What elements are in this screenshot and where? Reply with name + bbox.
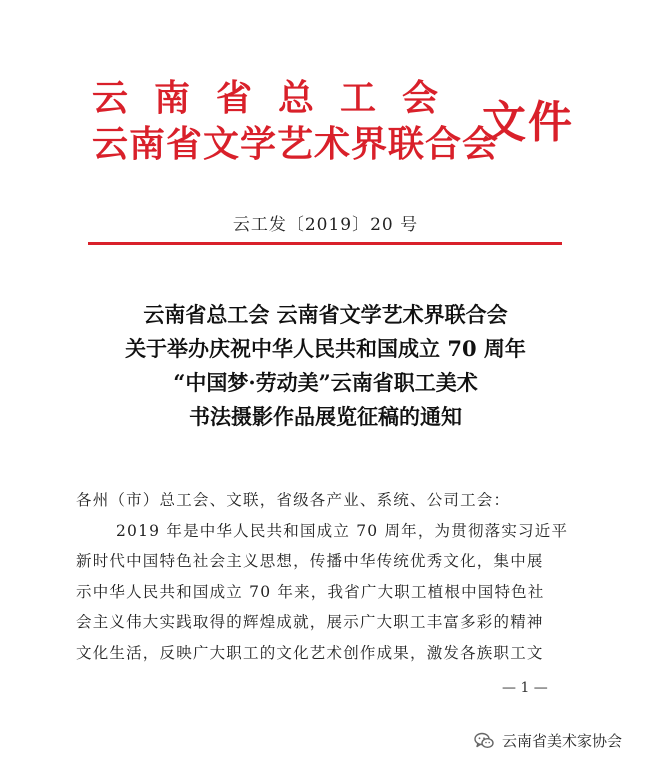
notice-body xyxy=(76,485,576,668)
paragraph-line: 会主义伟大实践取得的辉煌成就，展示广大职工丰富多彩的精神 xyxy=(76,613,544,631)
red-divider-line xyxy=(88,242,562,245)
paragraph-line: 2019 年是中华人民共和国成立 70 周年，为贯彻落实习近平 xyxy=(116,521,569,540)
title-line-1: 云南省总工会 云南省文学艺术界联合会 xyxy=(143,302,508,327)
salutation: 各州（市）总工会、文联，省级各产业、系统、公司工会： xyxy=(76,491,511,509)
wechat-watermark xyxy=(474,730,622,751)
notice-title xyxy=(0,298,651,434)
title-line-4: 书法摄影作品展览征稿的通知 xyxy=(189,404,462,429)
watermark-text: 云南省美术家协会 xyxy=(502,732,623,750)
issuer-line-2: 云南省文学艺术界联合会 xyxy=(92,123,500,165)
document-type-label: 文件 xyxy=(482,97,574,148)
issuer-line-1: 云南省总工会 xyxy=(92,77,465,119)
title-line-2: 关于举办庆祝中华人民共和国成立 70 周年 xyxy=(125,336,526,361)
document-number: 云工发〔2019〕20 号 xyxy=(232,215,419,235)
wechat-icon xyxy=(474,732,494,750)
page-number: — 1 — xyxy=(502,680,548,696)
paragraph-line: 文化生活，反映广大职工的文化艺术创作成果，激发各族职工文 xyxy=(76,643,544,662)
paragraph-line: 示中华人民共和国成立 70 年来，我省广大职工植根中国特色社 xyxy=(76,582,545,601)
paragraph-line: 新时代中国特色社会主义思想，传播中华传统优秀文化，集中展 xyxy=(76,552,544,570)
letterhead xyxy=(92,72,572,172)
title-line-3: “中国梦·劳动美”云南省职工美术 xyxy=(173,370,478,395)
